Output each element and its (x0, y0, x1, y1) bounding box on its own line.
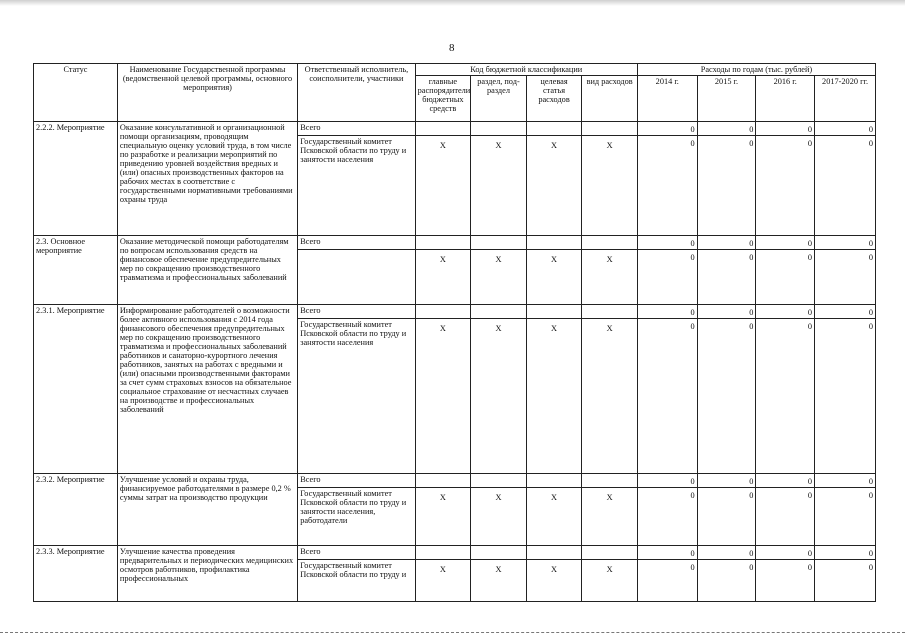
total-value: 0 (637, 546, 697, 560)
scan-edge-top (0, 0, 905, 6)
value-cell: 0 (637, 560, 697, 602)
header-budget-sub: главные распорядители бюджетных средств (415, 76, 471, 122)
total-value: 0 (697, 236, 756, 250)
value-cell: 0 (697, 560, 756, 602)
header-budget-sub: целевая статья расходов (526, 76, 582, 122)
code-cell: X (526, 250, 582, 305)
value-cell: 0 (815, 319, 876, 474)
total-value: 0 (697, 122, 756, 136)
code-cell: X (526, 136, 582, 236)
header-status: Статус (34, 64, 118, 122)
value-cell: 0 (815, 560, 876, 602)
total-value: 0 (637, 122, 697, 136)
table-row (34, 305, 876, 319)
scan-edge-bottom (0, 632, 905, 635)
header-year: 2015 г. (697, 76, 756, 122)
header-budget-sub: раздел, под-раздел (471, 76, 527, 122)
value-cell: 0 (815, 250, 876, 305)
code-cell: X (471, 319, 527, 474)
header-budget-sub: вид расходов (582, 76, 638, 122)
value-cell: 0 (756, 488, 815, 546)
code-cell: X (582, 488, 638, 546)
value-cell: 0 (697, 319, 756, 474)
name-cell: Информирование работодателей о возможности более активного использования с 2014 года финансового обеспечения предупредительных мер по сокращению производственного травматизма и профессиональных заболеваний работников и санаторно-курортного лечения работников, занятых на работах с вредными и (или) опасными производственными факторами за счет сумм страховых взносов на обязательное социальное страхование от несчастных случаев на производстве и профессиональных заболеваний (117, 305, 297, 474)
code-cell: X (582, 136, 638, 236)
code-cell: X (415, 319, 471, 474)
value-cell: 0 (697, 136, 756, 236)
value-cell: 0 (756, 250, 815, 305)
code-cell: X (415, 250, 471, 305)
total-label-cell: Всего (298, 546, 415, 560)
total-value: 0 (697, 305, 756, 319)
status-cell: 2.3.3. Мероприятие (34, 546, 118, 602)
executor-cell: Государственный комитет Псковской области по труду и занятости населения, работодатели (298, 488, 415, 546)
name-cell: Оказание консультативной и организационной помощи организациям, проводящим специальную оценку условий труда, в том числе по разработке и реализации мероприятий по приведению уровней воздействия вредных и (или) опасных производственных факторов на рабочих местах в соответствие с государственными нормативными требованиями охраны труда (117, 122, 297, 236)
total-value: 0 (637, 236, 697, 250)
value-cell: 0 (637, 250, 697, 305)
status-cell: 2.3. Основное мероприятие (34, 236, 118, 305)
total-value: 0 (756, 122, 815, 136)
header-name: Наименование Государственной программы (ведомственной целевой программы, основного мероприятия) (117, 64, 297, 122)
value-cell: 0 (637, 319, 697, 474)
name-cell: Улучшение условий и охраны труда, финансируемое работодателями в размере 0,2 % суммы затрат на производство продукции (117, 474, 297, 546)
value-cell: 0 (637, 488, 697, 546)
total-value: 0 (815, 546, 876, 560)
budget-table (33, 63, 876, 602)
total-value: 0 (697, 474, 756, 488)
total-value: 0 (756, 546, 815, 560)
table-row (34, 546, 876, 560)
value-cell: 0 (815, 136, 876, 236)
header-budget-code: Код бюджетной классификации (415, 64, 637, 76)
code-cell: X (415, 136, 471, 236)
total-value: 0 (815, 122, 876, 136)
header-responsible: Ответственный исполнитель, соисполнители, участники (298, 64, 415, 122)
code-cell: X (582, 560, 638, 602)
header-expenses: Расходы по годам (тыс. рублей) (637, 64, 875, 76)
total-label-cell: Всего (298, 236, 415, 250)
total-label-cell: Всего (298, 122, 415, 136)
code-cell: X (471, 136, 527, 236)
code-cell: X (526, 319, 582, 474)
table-row (34, 236, 876, 250)
code-cell: X (582, 250, 638, 305)
value-cell: 0 (637, 136, 697, 236)
header-year: 2016 г. (756, 76, 815, 122)
code-cell: X (415, 488, 471, 546)
total-value: 0 (756, 474, 815, 488)
value-cell: 0 (815, 488, 876, 546)
executor-cell: Государственный комитет Псковской области по труду и занятости населения (298, 136, 415, 236)
code-cell: X (471, 250, 527, 305)
header-year: 2017-2020 гг. (815, 76, 876, 122)
total-value: 0 (815, 474, 876, 488)
code-cell: X (526, 560, 582, 602)
total-value: 0 (756, 305, 815, 319)
name-cell: Оказание методической помощи работодателям по вопросам использования средств на финансовое обеспечение предупредительных мер по сокращению производственного травматизма и профессиональных заболеваний (117, 236, 297, 305)
value-cell: 0 (756, 136, 815, 236)
code-cell: X (582, 319, 638, 474)
code-cell: X (471, 488, 527, 546)
value-cell: 0 (756, 319, 815, 474)
table-row (34, 474, 876, 488)
executor-cell: Государственный комитет Псковской области по труду и (298, 560, 415, 602)
code-cell: X (415, 560, 471, 602)
total-value: 0 (637, 305, 697, 319)
total-value: 0 (637, 474, 697, 488)
status-cell: 2.2.2. Мероприятие (34, 122, 118, 236)
name-cell: Улучшение качества проведения предварительных и периодических медицинских осмотров работников, профилактика профессиональных (117, 546, 297, 602)
total-value: 0 (697, 546, 756, 560)
status-cell: 2.3.2. Мероприятие (34, 474, 118, 546)
total-label-cell: Всего (298, 474, 415, 488)
status-cell: 2.3.1. Мероприятие (34, 305, 118, 474)
executor-cell (298, 250, 415, 305)
total-value: 0 (815, 236, 876, 250)
value-cell: 0 (756, 560, 815, 602)
total-value: 0 (756, 236, 815, 250)
total-label-cell: Всего (298, 305, 415, 319)
executor-cell: Государственный комитет Псковской области по труду и занятости населения (298, 319, 415, 474)
value-cell: 0 (697, 488, 756, 546)
total-value: 0 (815, 305, 876, 319)
code-cell: X (526, 488, 582, 546)
code-cell: X (471, 560, 527, 602)
value-cell: 0 (697, 250, 756, 305)
header-year: 2014 г. (637, 76, 697, 122)
page-number: 8 (449, 42, 455, 54)
table-row (34, 122, 876, 136)
